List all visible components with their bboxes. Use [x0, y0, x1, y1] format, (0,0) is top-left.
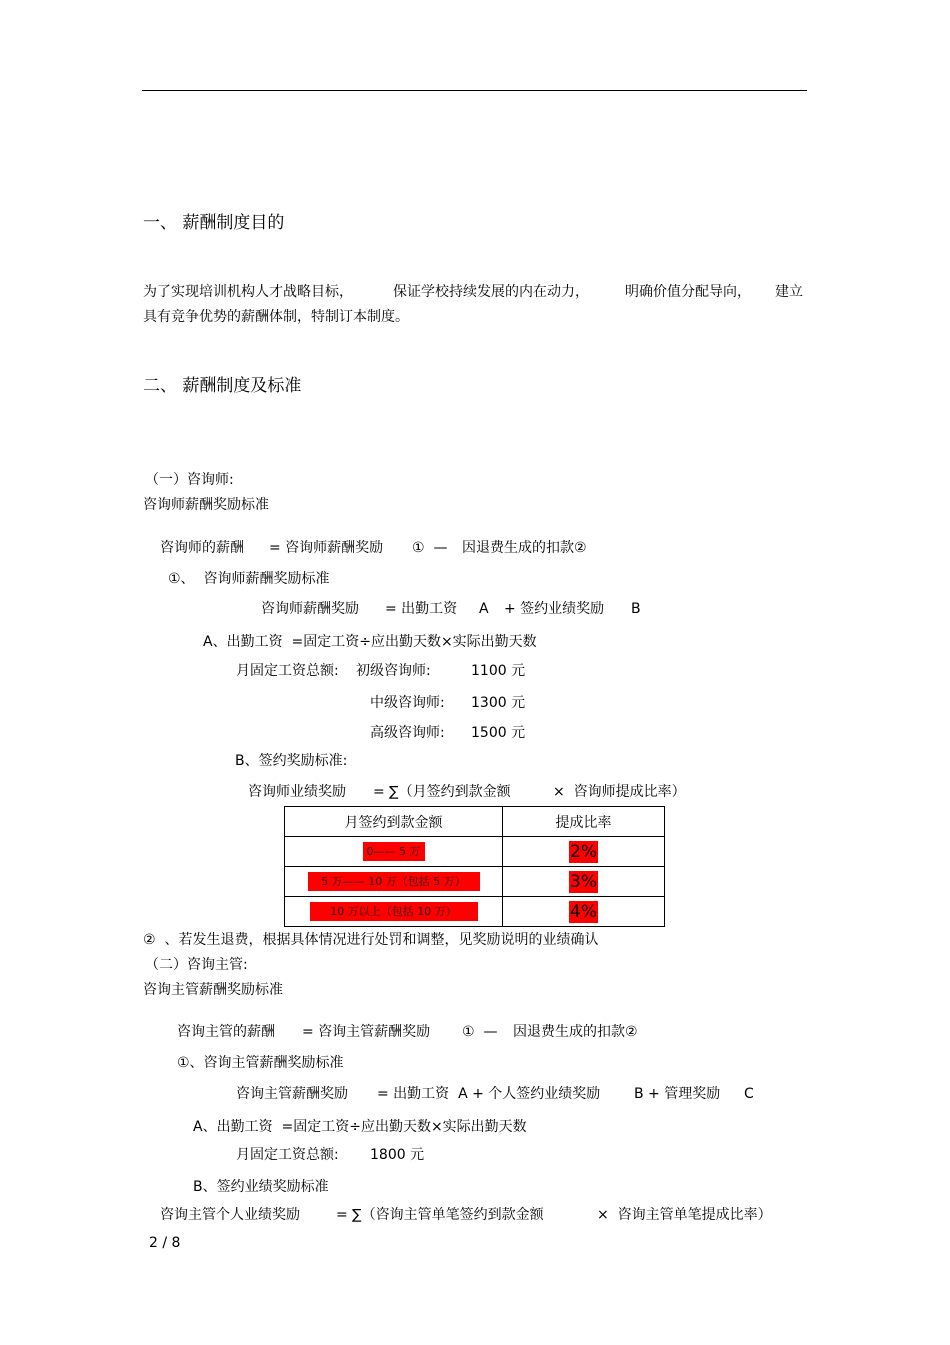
section-1-title: 一、 薪酬制度目的: [143, 213, 285, 233]
range-cell-highlight: 10 万以上（包括 10 万）: [310, 902, 478, 921]
supervisor-item1-title: ①、咨询主管薪酬奖励标准: [177, 1055, 344, 1071]
rate-cell-highlight: 2%: [570, 841, 597, 862]
consultant-item1-title: ①、 咨询师薪酬奖励标准: [168, 571, 330, 587]
supervisor-fixed-amount: 1800 元: [370, 1147, 425, 1163]
supervisor-perf-2: = ∑（咨询主管单笔签约到款金额: [336, 1207, 544, 1223]
commission-table: [284, 806, 665, 927]
supervisor-formula-4: 因退费生成的扣款②: [513, 1024, 638, 1040]
page-number: 2 / 8: [149, 1235, 181, 1251]
consultant-formula-1: 咨询师的薪酬: [160, 540, 244, 556]
para-line1-part1: 为了实现培训机构人才战略目标，: [143, 284, 353, 300]
table-row: [285, 867, 665, 897]
consultant-perf-1: 咨询师业绩奖励: [248, 784, 346, 800]
consultant-heading: （一）咨询师:: [145, 472, 234, 488]
level-mid-name: 中级咨询师:: [370, 695, 445, 711]
rate-cell-highlight: 4%: [570, 901, 597, 922]
consultant-signing-title: B、签约奖励标准:: [235, 753, 348, 769]
supervisor-formula-3: ① —: [462, 1024, 498, 1040]
supervisor-reward-2: = 出勤工资 A + 个人签约业绩奖励: [377, 1086, 601, 1102]
supervisor-perf-1: 咨询主管个人业绩奖励: [160, 1207, 300, 1223]
consultant-formula-3: ① —: [412, 540, 448, 556]
supervisor-attendance: A、出勤工资 =固定工资÷应出勤天数×实际出勤天数: [193, 1119, 527, 1135]
level-senior-amount: 1500 元: [471, 725, 526, 741]
para-line1-part4: 建立: [775, 284, 803, 300]
consultant-subheading: 咨询师薪酬奖励标准: [143, 497, 269, 513]
supervisor-subheading: 咨询主管薪酬奖励标准: [143, 982, 283, 998]
section-2-title: 二、 薪酬制度及标准: [143, 376, 302, 396]
consultant-fixed-label: 月固定工资总额:: [236, 663, 339, 679]
consultant-item2: ② 、若发生退费，根据具体情况进行处罚和调整，见奖励说明的业绩确认: [143, 932, 599, 948]
consultant-perf-2: = ∑（月签约到款金额: [373, 784, 511, 800]
consultant-reward-1: 咨询师薪酬奖励: [261, 601, 359, 617]
para-line1-part3: 明确价值分配导向，: [625, 284, 751, 300]
level-senior-name: 高级咨询师:: [370, 725, 445, 741]
supervisor-fixed-label: 月固定工资总额:: [236, 1147, 339, 1163]
table-header-row: [285, 807, 665, 837]
supervisor-perf-3: × 咨询主管单笔提成比率）: [597, 1207, 772, 1223]
level-junior-amount: 1100 元: [471, 663, 526, 679]
table-header-rate: 提成比率: [503, 807, 665, 837]
table-row: [285, 837, 665, 867]
rate-cell-highlight: 3%: [570, 871, 597, 892]
supervisor-heading: （二）咨询主管:: [145, 957, 248, 973]
level-junior-name: 初级咨询师:: [356, 663, 431, 679]
supervisor-reward-1: 咨询主管薪酬奖励: [236, 1086, 348, 1102]
supervisor-formula-2: = 咨询主管薪酬奖励: [302, 1024, 431, 1040]
supervisor-signing-title: B、签约业绩奖励标准: [193, 1179, 329, 1195]
consultant-perf-3: × 咨询师提成比率）: [553, 784, 686, 800]
para-line1-part2: 保证学校持续发展的内在动力，: [393, 284, 589, 300]
consultant-formula-4: 因退费生成的扣款②: [462, 540, 587, 556]
supervisor-reward-4: C: [744, 1086, 754, 1102]
level-mid-amount: 1300 元: [471, 695, 526, 711]
supervisor-formula-1: 咨询主管的薪酬: [177, 1024, 275, 1040]
para-line2: 具有竞争优势的薪酬体制，特制订本制度。: [143, 309, 409, 325]
consultant-formula-2: = 咨询师薪酬奖励: [269, 540, 384, 556]
consultant-reward-2: = 出勤工资: [385, 601, 458, 617]
header-rule: [142, 90, 807, 91]
range-cell-highlight: 5 万—— 10 万（包括 5 万）: [308, 872, 480, 891]
range-cell-highlight: 0—— 5 万: [363, 842, 425, 861]
table-row: [285, 897, 665, 927]
consultant-reward-3: A: [479, 601, 489, 617]
consultant-attendance: A、出勤工资 =固定工资÷应出勤天数×实际出勤天数: [203, 634, 537, 650]
consultant-reward-5: B: [631, 601, 641, 617]
consultant-reward-4: + 签约业绩奖励: [504, 601, 605, 617]
table-header-amount: 月签约到款金额: [285, 807, 503, 837]
supervisor-reward-3: B + 管理奖励: [634, 1086, 721, 1102]
